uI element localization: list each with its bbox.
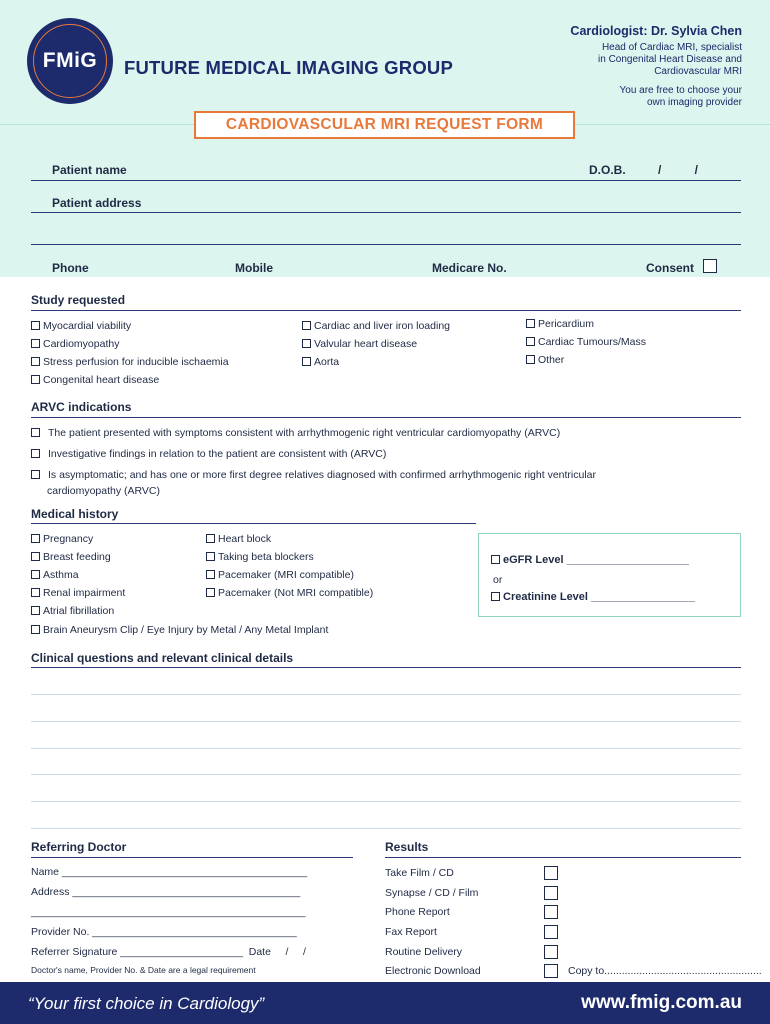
study-option[interactable] (526, 318, 594, 330)
checkbox[interactable] (302, 339, 311, 348)
provider-number-field[interactable]: Provider No. ___________________________________ (31, 926, 297, 938)
study-option-label: Cardiomyopathy (43, 338, 120, 350)
patient-address-field[interactable] (31, 212, 741, 213)
checkbox[interactable] (302, 321, 311, 330)
checkbox[interactable] (31, 552, 40, 561)
history-option[interactable] (31, 624, 328, 636)
dob-separators: / / (658, 163, 699, 177)
egfr-label: eGFR Level ____________________ (503, 554, 689, 566)
or-text: or (493, 574, 503, 586)
form-title-box (194, 111, 575, 139)
checkbox[interactable] (31, 625, 40, 634)
patient-address-label: Patient address (52, 196, 142, 210)
checkbox[interactable] (31, 470, 40, 479)
arvc-option[interactable] (31, 468, 651, 483)
medicare-label: Medicare No. (432, 261, 507, 275)
checkbox[interactable] (31, 534, 40, 543)
organization-name: FUTURE MEDICAL IMAGING GROUP (124, 57, 454, 78)
synapse-checkbox[interactable] (544, 886, 558, 900)
clinical-line[interactable] (31, 748, 741, 749)
result-option-label: Fax Report (385, 926, 437, 938)
referring-divider (31, 857, 353, 858)
study-option-label: Valvular heart disease (314, 338, 418, 350)
study-divider (31, 310, 741, 311)
study-option[interactable] (526, 354, 564, 366)
consent-checkbox[interactable] (703, 259, 717, 273)
history-option[interactable] (31, 569, 79, 581)
history-option[interactable] (31, 587, 125, 599)
history-option-label: Renal impairment (43, 587, 126, 599)
history-option-label: Pregnancy (43, 533, 94, 545)
phone-report-checkbox[interactable] (544, 905, 558, 919)
free-choice-note (620, 85, 743, 109)
history-option[interactable] (31, 605, 114, 617)
egfr-field[interactable] (491, 554, 689, 566)
consent-label: Consent (646, 261, 694, 275)
history-option[interactable] (206, 533, 271, 545)
history-option[interactable] (206, 587, 373, 599)
history-option-label: Taking beta blockers (218, 551, 314, 563)
patient-name-label: Patient name (52, 163, 127, 177)
cardiologist-title-line: in Congenital Heart Disease and (598, 54, 742, 65)
history-option-label: Breast feeding (43, 551, 111, 563)
arvc-option-label: cardiomyopathy (ARVC) (47, 485, 161, 497)
history-option[interactable] (31, 551, 111, 563)
checkbox[interactable] (31, 428, 40, 437)
copy-to-field[interactable]: Copy to...................................................... (568, 965, 762, 977)
free-choice-line: You are free to choose your (619, 85, 742, 96)
arvc-heading: ARVC indications (31, 400, 132, 414)
study-requested-heading: Study requested (31, 293, 126, 307)
result-option-label: Routine Delivery (385, 946, 463, 958)
checkbox[interactable] (31, 606, 40, 615)
mobile-label: Mobile (235, 261, 273, 275)
checkbox[interactable] (206, 552, 215, 561)
study-option-label: Cardiac Tumours/Mass (538, 336, 646, 348)
result-option-label: Electronic Download (385, 965, 481, 977)
form-title: CARDIOVASCULAR MRI REQUEST FORM (225, 116, 544, 133)
dob-label: D.O.B. (589, 163, 626, 177)
referring-doctor-heading: Referring Doctor (31, 840, 127, 854)
cardiologist-name: Cardiologist: Dr. Sylvia Chen (570, 24, 742, 38)
history-option[interactable] (206, 569, 354, 581)
history-option-label: Brain Aneurysm Clip / Eye Injury by Metal / Any Metal Implant (43, 624, 329, 636)
creatinine-label: Creatinine Level _________________ (503, 591, 696, 603)
arvc-option-label: The patient presented with symptoms consistent with arrhythmogenic right ventricular cardiomyopathy (ARVC) (48, 427, 561, 439)
history-divider (31, 523, 476, 524)
result-option-label: Synapse / CD / Film (385, 887, 479, 899)
checkbox[interactable] (31, 321, 40, 330)
clinical-divider (31, 667, 741, 668)
result-option-label: Phone Report (385, 906, 450, 918)
arvc-divider (31, 417, 741, 418)
study-option-label: Aorta (314, 356, 340, 368)
study-option[interactable] (31, 356, 229, 368)
website-link[interactable]: www.fmig.com.au (581, 992, 742, 1013)
logo-text: FMiG (42, 49, 98, 72)
history-option-label: Heart block (218, 533, 272, 545)
study-option-label: Congenital heart disease (43, 374, 160, 386)
history-option-label: Atrial fibrillation (43, 605, 115, 617)
doctor-name-field[interactable]: Name __________________________________________ (31, 866, 308, 878)
arvc-option[interactable] (31, 447, 651, 462)
cardiologist-title-line: Head of Cardiac MRI, specialist (601, 42, 742, 53)
checkbox[interactable] (31, 449, 40, 458)
referrer-signature-field[interactable]: Referrer Signature _____________________ Date / / (31, 946, 306, 958)
checkbox[interactable] (526, 319, 535, 328)
checkbox[interactable] (206, 534, 215, 543)
phone-label: Phone (52, 261, 89, 275)
history-option-label: Pacemaker (Not MRI compatible) (218, 587, 374, 599)
results-divider (385, 857, 741, 858)
study-option[interactable] (31, 374, 159, 386)
take-film-checkbox[interactable] (544, 866, 558, 880)
checkbox[interactable] (206, 570, 215, 579)
arvc-option-label: Investigative findings in relation to the patient are consistent with (ARVC) (48, 448, 387, 460)
checkbox[interactable] (491, 592, 500, 601)
checkbox[interactable] (31, 375, 40, 384)
study-option-label: Pericardium (538, 318, 595, 330)
cardiologist-title-line: Cardiovascular MRI (654, 66, 742, 77)
clinical-line[interactable] (31, 801, 741, 802)
electronic-download-checkbox[interactable] (544, 964, 558, 978)
legal-requirement-note: Doctor's name, Provider No. & Date are a legal requirement (31, 965, 256, 975)
checkbox[interactable] (302, 357, 311, 366)
routine-delivery-checkbox[interactable] (544, 945, 558, 959)
checkbox[interactable] (526, 337, 535, 346)
free-choice-line: own imaging provider (646, 97, 742, 108)
clinical-line[interactable] (31, 721, 741, 722)
patient-name-field[interactable] (31, 180, 741, 181)
clinical-details-heading: Clinical questions and relevant clinical details (31, 651, 294, 665)
arvc-option-label: Is asymptomatic; and has one or more first degree relatives diagnosed with confirmed arrhythmogenic right ventricular (48, 469, 597, 481)
study-option[interactable] (526, 336, 646, 348)
history-option-label: Asthma (43, 569, 79, 581)
checkbox[interactable] (491, 555, 500, 564)
history-option[interactable] (206, 551, 314, 563)
checkbox[interactable] (31, 588, 40, 597)
result-option-label: Take Film / CD (385, 867, 454, 879)
study-option-label: Myocardial viability (43, 320, 132, 332)
fmig-logo (27, 18, 113, 104)
checkbox[interactable] (31, 339, 40, 348)
arvc-option[interactable] (31, 426, 651, 441)
study-option[interactable] (302, 338, 417, 350)
study-option[interactable] (302, 320, 450, 332)
history-option-label: Pacemaker (MRI compatible) (218, 569, 354, 581)
checkbox[interactable] (206, 588, 215, 597)
doctor-address-field[interactable]: Address _______________________________________ (31, 886, 301, 898)
creatinine-field[interactable] (491, 591, 695, 603)
clinical-line[interactable] (31, 828, 741, 829)
medical-history-heading: Medical history (31, 507, 119, 521)
footer-slogan: “Your first choice in Cardiology” (28, 994, 265, 1013)
study-option-label: Stress perfusion for inducible ischaemia (43, 356, 229, 368)
study-option-label: Cardiac and liver iron loading (314, 320, 450, 332)
clinical-line[interactable] (31, 694, 741, 695)
checkbox[interactable] (31, 570, 40, 579)
checkbox[interactable] (526, 355, 535, 364)
study-option[interactable] (302, 356, 339, 368)
fax-report-checkbox[interactable] (544, 925, 558, 939)
results-heading: Results (385, 840, 429, 854)
study-option[interactable] (31, 320, 131, 332)
checkbox[interactable] (31, 357, 40, 366)
study-option[interactable] (31, 338, 119, 350)
patient-address-field-2[interactable] (31, 244, 741, 245)
footer-band (0, 982, 770, 1024)
renal-function-box (478, 533, 741, 617)
history-option[interactable] (31, 533, 93, 545)
study-option-label: Other (538, 354, 565, 366)
clinical-line[interactable] (31, 774, 741, 775)
cardiologist-block (570, 24, 742, 78)
doctor-address-field-2[interactable]: _______________________________________________ (31, 906, 306, 918)
arvc-option-continued (31, 484, 651, 499)
